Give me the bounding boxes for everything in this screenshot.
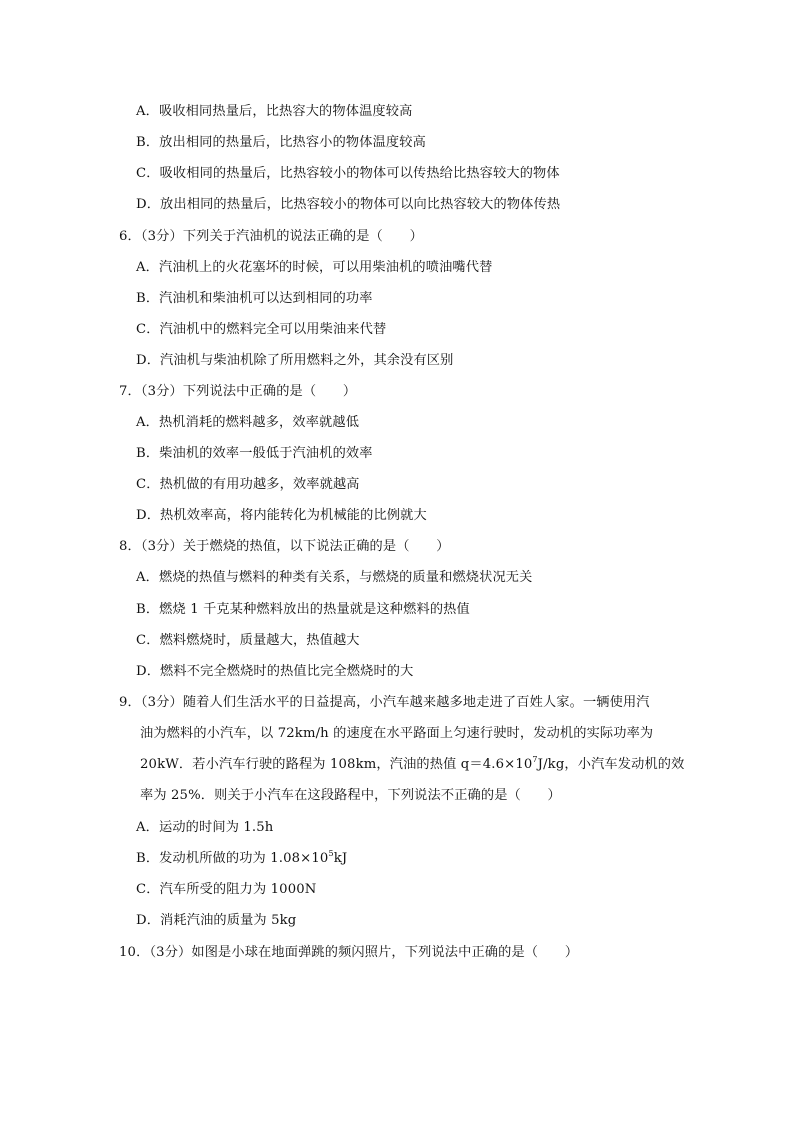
- q9-option-a: A．运动的时间为 1.5h: [136, 820, 274, 835]
- q5-option-a: A．吸收相同热量后，比热容大的物体温度较高: [136, 104, 413, 119]
- q9-line3-text: 20kW．若小汽车行驶的路程为 108km，汽油的热值 q＝4.6×10: [140, 757, 533, 772]
- q5-option-d: D．放出相同的热量后，比热容较小的物体可以向比热容较大的物体传热: [136, 197, 561, 212]
- q8-option-d: D．燃料不完全燃烧时的热值比完全燃烧时的大: [136, 664, 414, 679]
- q7-option-d: D．热机效率高，将内能转化为机械能的比例就大: [136, 508, 427, 523]
- q7-option-a: A．热机消耗的燃料越多，效率就越低: [136, 415, 360, 430]
- q9-option-b: [136, 850, 347, 868]
- q9-option-d: D．消耗汽油的质量为 5kg: [136, 913, 297, 928]
- q9-option-b-text: B．发动机所做的功为 1.08×10: [136, 851, 329, 866]
- q6-option-d: D．汽油机与柴油机除了所用燃料之外，其余没有区别: [136, 353, 454, 368]
- q5-option-b: B．放出相同的热量后，比热容小的物体温度较高: [136, 135, 426, 150]
- q5-option-c: C．吸收相同的热量后，比热容较小的物体可以传热给比热容较大的物体: [136, 166, 560, 181]
- q7-option-c: C．热机做的有用功越多，效率就越高: [136, 477, 360, 492]
- q9-line3-exponent: 7: [532, 754, 538, 764]
- q9-option-b-unit: kJ: [333, 851, 348, 866]
- q7-option-b: B．柴油机的效率一般低于汽油机的效率: [136, 446, 373, 461]
- q9-option-b-exponent: 5: [328, 848, 334, 858]
- q8-option-a: A．燃烧的热值与燃料的种类有关系，与燃烧的质量和燃烧状况无关: [136, 570, 533, 585]
- q9-line3-text-end: J/kg，小汽车发动机的效: [537, 757, 685, 772]
- q10-stem: 10．（3分）如图是小球在地面弹跳的频闪照片，下列说法中正确的是（ ）: [119, 945, 579, 960]
- q9-stem-line-2: 油为燃料的小汽车，以 72km/h 的速度在水平路面上匀速行驶时，发动机的实际功率为: [140, 726, 654, 741]
- q9-stem-line-3: [140, 756, 684, 774]
- q7-stem: 7．（3分）下列说法中正确的是（ ）: [119, 384, 357, 399]
- q8-option-b: B．燃烧 1 千克某种燃料放出的热量就是这种燃料的热值: [136, 602, 470, 617]
- q9-option-c: C．汽车所受的阻力为 1000N: [136, 882, 317, 897]
- q9-stem-line-1: 9．（3分）随着人们生活水平的日益提高，小汽车越来越多地走进了百姓人家。一辆使用汽: [119, 695, 650, 710]
- q6-option-a: A．汽油机上的火花塞坏的时候，可以用柴油机的喷油嘴代替: [136, 260, 493, 275]
- q6-option-c: C．汽油机中的燃料完全可以用柴油来代替: [136, 322, 387, 337]
- q9-stem-line-4: 率为 25%．则关于小汽车在这段路程中，下列说法不正确的是（ ）: [140, 788, 561, 803]
- q6-stem: 6．（3分）下列关于汽油机的说法正确的是（ ）: [119, 229, 423, 244]
- q8-option-c: C．燃料燃烧时，质量越大，热值越大: [136, 633, 360, 648]
- q6-option-b: B．汽油机和柴油机可以达到相同的功率: [136, 291, 373, 306]
- q8-stem: 8．（3分）关于燃烧的热值，以下说法正确的是（ ）: [119, 539, 450, 554]
